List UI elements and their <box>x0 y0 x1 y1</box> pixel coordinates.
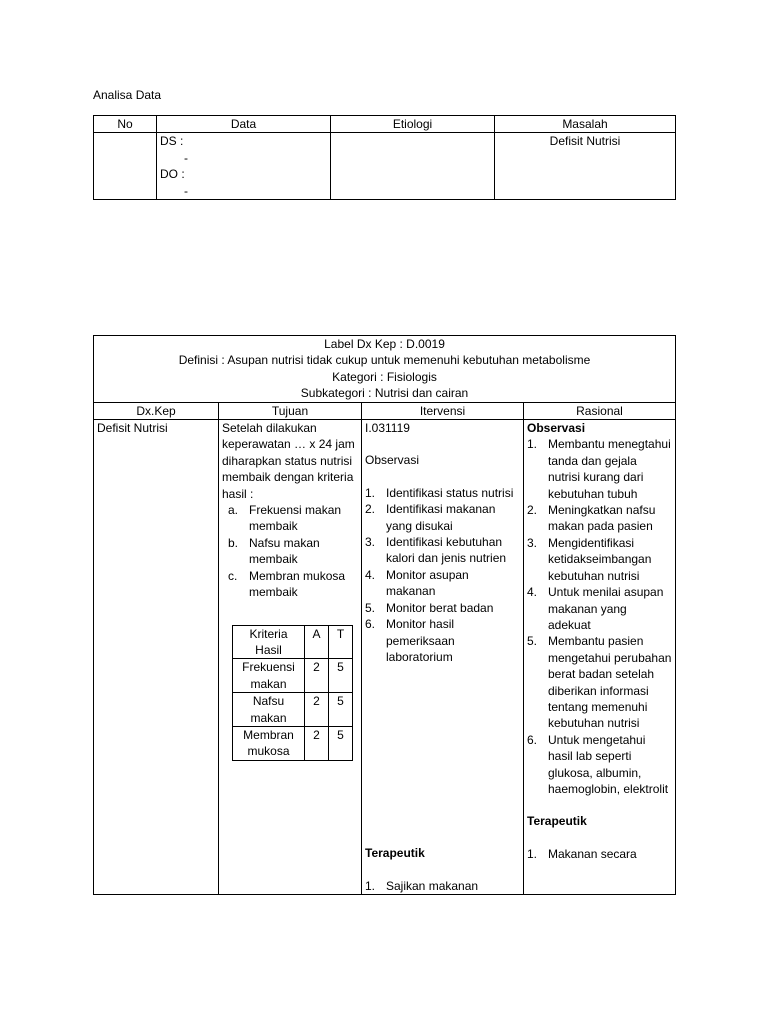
kriteria-name: Nafsu makan <box>233 693 305 727</box>
header-data: Data <box>157 116 331 133</box>
list-item: 3. Identifikasi kebutuhan kalori dan jenis nutrien <box>365 535 507 566</box>
intervensi-observasi-title: Observasi <box>365 453 420 468</box>
kriteria-awal: 2 <box>305 659 329 693</box>
list-item: 1. Makanan secara <box>527 846 637 861</box>
cell-masalah: Defisit Nutrisi <box>495 133 676 200</box>
list-item: a. Frekuensi makan membaik <box>228 503 342 534</box>
kriteria-target: 5 <box>329 659 353 693</box>
list-item: 3. Mengidentifikasi ketidakseimbangan kebutuhan nutrisi <box>527 535 652 583</box>
kriteria-header: Kriteria Hasil <box>233 625 305 659</box>
label-dx: Label Dx Kep : D.0019 <box>324 337 445 351</box>
header-intervensi: Itervensi <box>362 402 524 419</box>
list-item: c. Membran mukosa membaik <box>228 568 346 600</box>
kriteria-name: Membran mukosa <box>233 726 305 760</box>
table-row <box>233 659 353 693</box>
header-dxkep: Dx.Kep <box>94 402 219 419</box>
do-label: DO : <box>160 167 185 182</box>
cell-tujuan <box>219 420 362 895</box>
cell-intervensi <box>362 420 524 895</box>
header-etiologi: Etiologi <box>331 116 495 133</box>
subkategori: Subkategori : Nutrisi dan cairan <box>300 386 469 401</box>
cell-dx: Defisit Nutrisi <box>94 420 219 895</box>
list-item: b. Nafsu makan membaik <box>228 535 320 567</box>
list-item: 1. Membantu menegtahui tanda dan gejala nutrisi kurang dari kebutuhan tubuh <box>527 437 671 501</box>
ds-label: DS : <box>160 134 184 149</box>
header-masalah: Masalah <box>495 116 676 133</box>
do-item: - <box>184 183 188 198</box>
header-rasional: Rasional <box>524 402 676 419</box>
list-item: 1. Identifikasi status nutrisi <box>365 485 514 500</box>
kategori: Kategori : Fisiologis <box>332 369 437 384</box>
cell-etiologi <box>331 133 495 200</box>
diagnosis-header <box>94 336 676 403</box>
header-no: No <box>94 116 157 133</box>
definisi: Definisi : Asupan nutrisi tidak cukup untuk memenuhi kebutuhan metabolisme <box>178 353 591 368</box>
cell-data <box>157 133 331 200</box>
target-header: T <box>329 625 353 659</box>
kriteria-table <box>232 625 353 761</box>
list-item: 5. Membantu pasien mengetahui perubahan berat badan setelah diberikan informasi tentang memenuhi kebutuhan nutrisi <box>527 634 672 731</box>
list-item: 6. Monitor hasil pemeriksaan laboratorium <box>365 617 455 664</box>
intervensi-code: I.031119 <box>365 421 410 436</box>
intervensi-terapeutik-list <box>365 878 520 894</box>
cell-rasional <box>524 420 676 895</box>
list-item: 1. Sajikan makanan <box>365 878 479 893</box>
rasional-terapeutik-list <box>527 846 672 862</box>
intervensi-observasi-list <box>365 485 520 665</box>
rasional-observasi-list <box>527 436 672 797</box>
kriteria-target: 5 <box>329 693 353 727</box>
cell-no <box>94 133 157 200</box>
table-row <box>233 693 353 727</box>
kriteria-name: Frekuensi makan <box>233 659 305 693</box>
analisa-data-table <box>93 115 676 200</box>
kriteria-awal: 2 <box>305 726 329 760</box>
awal-header: A <box>305 625 329 659</box>
table-row <box>233 726 353 760</box>
page-heading: Analisa Data <box>93 88 162 102</box>
list-item: 2. Meningkatkan nafsu makan pada pasien <box>527 503 656 534</box>
table-row <box>94 420 676 895</box>
rasional-terapeutik-title: Terapeutik <box>527 814 587 829</box>
tujuan-list <box>222 502 358 600</box>
ds-item: - <box>184 150 188 165</box>
header-tujuan: Tujuan <box>219 402 362 419</box>
tujuan-intro: Setelah dilakukan keperawatan … x 24 jam diharapkan status nutrisi membaik dengan kriteria hasil : <box>222 421 355 501</box>
list-item: 5. Monitor berat badan <box>365 600 494 615</box>
list-item: 4. Monitor asupan makanan <box>365 567 469 599</box>
list-item: 6. Untuk mengetahui hasil lab seperti glukosa, albumin, haemoglobin, elektrolit <box>527 732 669 796</box>
table-row <box>94 133 676 200</box>
kriteria-awal: 2 <box>305 693 329 727</box>
intervensi-terapeutik-title: Terapeutik <box>365 846 425 861</box>
list-item: 4. Untuk menilai asupan makanan yang adekuat <box>527 585 664 632</box>
list-item: 2. Identifikasi makanan yang disukai <box>365 502 496 533</box>
kriteria-target: 5 <box>329 726 353 760</box>
intervensi-table <box>93 335 676 895</box>
rasional-observasi-title: Observasi <box>527 421 586 436</box>
